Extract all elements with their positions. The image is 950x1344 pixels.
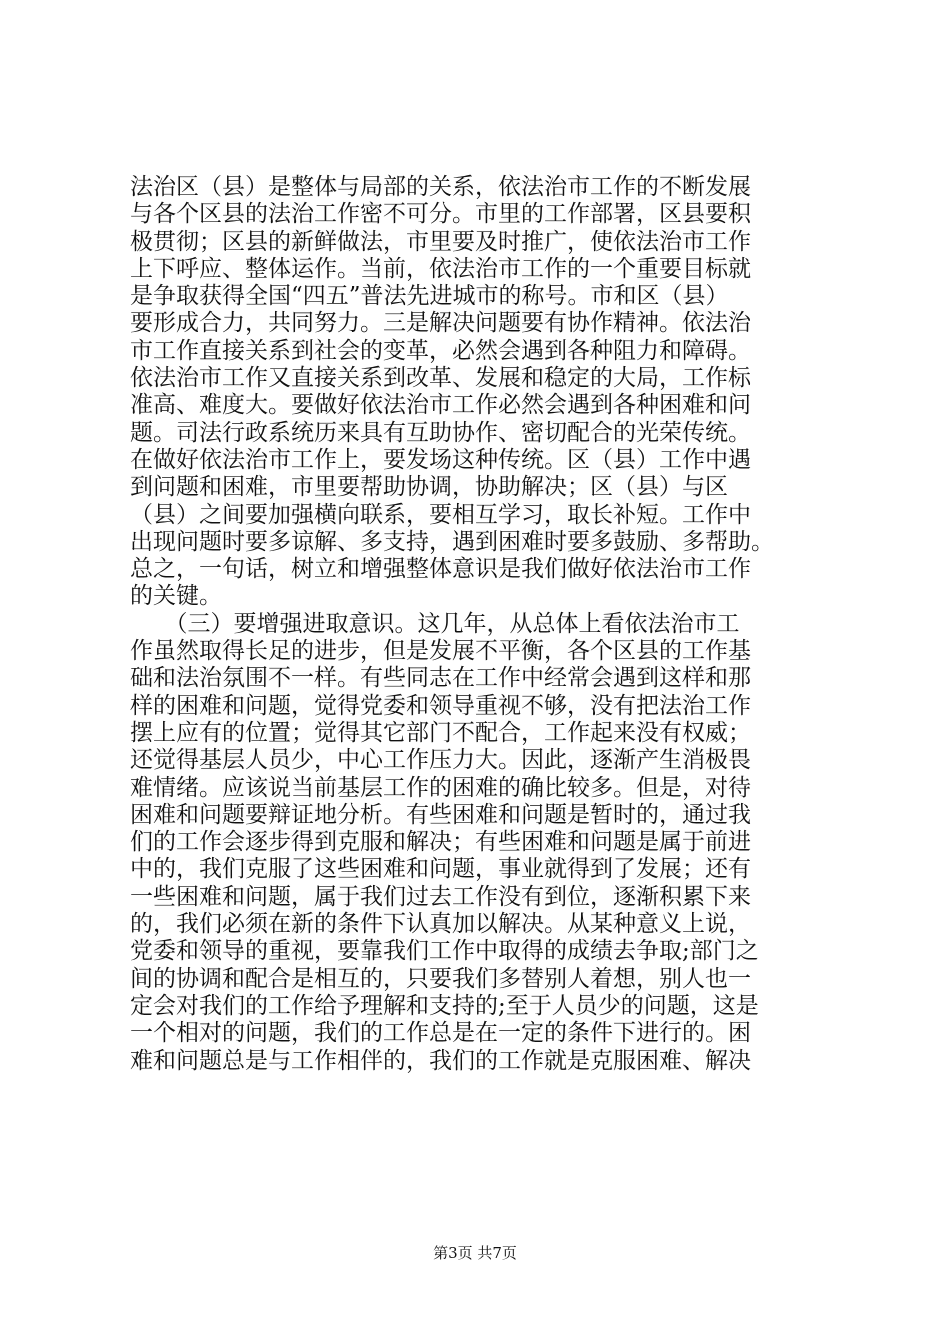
text-line: 是争取获得全国“四五”普法先进城市的称号。市和区（县） xyxy=(130,283,729,310)
text-line: 难和问题总是与工作相伴的，我们的工作就是克服困难、解决 xyxy=(130,1047,751,1074)
text-line: 准高、难度大。要做好依法治市工作必然会遇到各种困难和问 xyxy=(130,392,751,419)
text-line: 在做好依法治市工作上，要发场这种传统。区（县）工作中遇 xyxy=(130,446,751,473)
text-line: 作虽然取得长足的进步，但是发展不平衡，各个区县的工作基 xyxy=(130,638,751,665)
text-line: 础和法治氛围不一样。有些同志在工作中经常会遇到这样和那 xyxy=(130,665,751,692)
text-line: 到问题和困难，市里要帮助协调，协助解决；区（县）与区 xyxy=(130,474,728,501)
text-line: 一些困难和问题，属于我们过去工作没有到位，逐渐积累下来 xyxy=(130,883,751,910)
text-line: 摆上应有的位置；觉得其它部门不配合，工作起来没有权威； xyxy=(130,719,751,746)
text-line: 总之，一句话，树立和增强整体意识是我们做好依法治市工作 xyxy=(130,556,751,583)
text-line: （县）之间要加强横向联系，要相互学习，取长补短。工作中 xyxy=(130,501,751,528)
text-line: 题。司法行政系统历来具有互助协作、密切配合的光荣传统。 xyxy=(130,419,751,446)
text-line: 定会对我们的工作给予理解和支持的;至于人员少的问题，这是 xyxy=(130,992,759,1019)
text-line: 困难和问题要辩证地分析。有些困难和问题是暂时的，通过我 xyxy=(130,801,751,828)
text-line: 党委和领导的重视，要靠我们工作中取得的成绩去争取;部门之 xyxy=(130,938,759,965)
text-line: 一个相对的问题，我们的工作总是在一定的条件下进行的。困 xyxy=(130,1020,751,1047)
text-line: 上下呼应、整体运作。当前，依法治市工作的一个重要目标就 xyxy=(130,255,751,282)
text-line: 间的协调和配合是相互的，只要我们多替别人着想，别人也一 xyxy=(130,965,751,992)
text-line: 市工作直接关系到社会的变革，必然会遇到各种阻力和障碍。 xyxy=(130,337,751,364)
text-line: 难情绪。应该说当前基层工作的困难的确比较多。但是，对待 xyxy=(130,774,751,801)
text-line: 还觉得基层人员少，中心工作压力大。因此，逐渐产生消极畏 xyxy=(130,747,751,774)
text-line: 的关键。 xyxy=(130,583,222,610)
text-line: 要形成合力，共同努力。三是解决问题要有协作精神。依法治 xyxy=(130,310,751,337)
text-line: 们的工作会逐步得到克服和解决；有些困难和问题是属于前进 xyxy=(130,829,751,856)
text-line: 样的困难和问题，觉得党委和领导重视不够，没有把法治工作 xyxy=(130,692,751,719)
text-line: 极贯彻；区县的新鲜做法，市里要及时推广，使依法治市工作 xyxy=(130,228,751,255)
text-line: 的，我们必须在新的条件下认真加以解决。从某种意义上说， xyxy=(130,911,751,938)
page-number-footer: 第3页 共7页 xyxy=(433,1244,517,1262)
text-line: 出现问题时要多谅解、多支持，遇到困难时要多鼓励、多帮助。 xyxy=(130,528,774,555)
body-text xyxy=(130,174,840,1075)
text-line: 中的，我们克服了这些困难和问题，事业就得到了发展；还有 xyxy=(130,856,751,883)
text-line: （三）要增强进取意识。这几年，从总体上看依法治市工 xyxy=(130,610,740,637)
text-line: 与各个区县的法治工作密不可分。市里的工作部署，区县要积 xyxy=(130,201,751,228)
text-line: 法治区（县）是整体与局部的关系，依法治市工作的不断发展 xyxy=(130,174,751,200)
text-line: 依法治市工作又直接关系到改革、发展和稳定的大局，工作标 xyxy=(130,365,751,392)
